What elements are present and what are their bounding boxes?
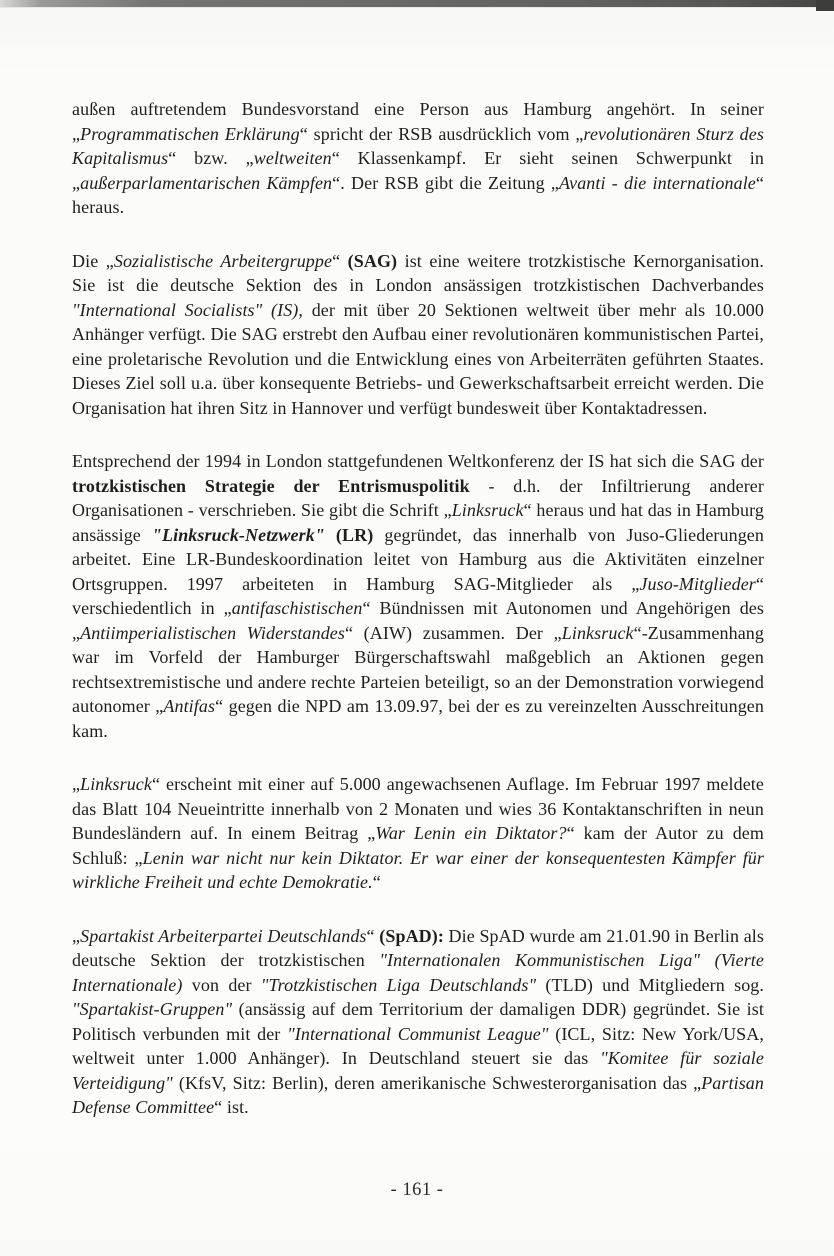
text-run: (ICL, Sitz: New York/USA, weltweit unter 1.000 Anhänger). In Deutschland steuert sie das (72, 1023, 764, 1068)
text-run: „ (72, 925, 81, 946)
text-run: “ (372, 872, 381, 892)
text-run: "Internationalen Kommunistischen Liga" (Vierte Internationale) (72, 950, 764, 995)
text-run: “ Bündnissen mit Autonomen und Angehörigen des „ (72, 598, 764, 643)
text-run: außen auftretendem Bundesvorstand eine Person aus Hamburg angehört. In seiner „ (72, 99, 764, 144)
text-run: von der (182, 974, 261, 995)
text-run: Spartakist Arbeiterpartei Deutschlands (80, 925, 367, 946)
text-run: Linksruck (561, 622, 634, 643)
text-run: “ (AIW) zusammen. Der „ (344, 622, 562, 643)
text-run: Partisan Defense Committee (72, 1072, 764, 1117)
paragraph-rsb (72, 97, 764, 220)
text-run: “ ist. (214, 1097, 249, 1117)
text-run: außerparlamentarischen Kämpfen (80, 172, 333, 193)
text-run: antifaschistischen (231, 598, 363, 618)
text-run (325, 525, 336, 545)
text-run: „ (72, 774, 81, 794)
text-run: “ kam der Autor zu dem Schluß: „ (72, 823, 764, 868)
text-run: “ erscheint mit einer auf 5.000 angewachsenen Auflage. Im Februar 1997 meldete das Blatt 104 Neueintritte innerhalb von 2 Monaten und wies 36 Kontaktanschriften in neun Bundesländern auf. In einem Beitrag „ (72, 774, 764, 843)
text-run: Programmatischen Erklärung (80, 123, 300, 144)
text-run: Juso-Mitglieder (639, 573, 756, 594)
text-run: Sozialistische Arbeitergruppe (113, 250, 333, 271)
paragraph-linksruck-netzwerk (72, 449, 764, 743)
text-run: Die „ (72, 250, 114, 271)
paragraph-sag (72, 249, 764, 421)
text-run: “. Der RSB gibt die Zeitung „ (332, 172, 559, 193)
text-run: “ heraus. (72, 172, 764, 217)
text-run: (SAG) (347, 250, 398, 271)
text-run: Antiimperialistischen Widerstandes (80, 622, 345, 643)
text-run: Linksruck (80, 774, 152, 794)
text-run: Avanti - die internationale (559, 172, 756, 193)
scan-corner-artifact (816, 0, 834, 11)
text-run: “ (332, 250, 348, 271)
text-run: (ansässig auf dem Territorium der damaligen DDR) gegründet. Sie ist Politisch verbunden mit der (72, 999, 764, 1044)
text-run: "Komitee für soziale Verteidigung" (72, 1048, 764, 1093)
text-run: "Spartakist-Gruppen" (72, 999, 233, 1019)
text-run: “ verschiedentlich in „ (72, 573, 764, 618)
text-run: revolutionären Sturz des Kapitalismus (72, 123, 764, 168)
document-text-block (72, 97, 764, 1149)
text-run: Lenin war nicht nur kein Diktator. Er war einer der konsequentesten Kämpfer für wirkliche Freiheit und echte Demokratie. (72, 847, 764, 892)
text-run: "International Communist League" (287, 1023, 549, 1044)
text-run: ist eine weitere trotzkistische Kernorganisation. Sie ist die deutsche Sektion des in London ansässigen trotzkistischen Dachverbandes (72, 250, 764, 295)
text-run: “ heraus und hat das in Hamburg ansässige (72, 500, 764, 545)
text-run: "Linksruck-Netzwerk" (151, 524, 325, 545)
text-run: weltweiten (253, 148, 332, 168)
text-run: gegründet, das innerhalb von Juso-Gliederungen arbeitet. Eine LR-Bundeskoordination leitet von Hamburg aus die Aktivitäten einzelner Ortsgruppen. 1997 arbeiteten in Hamburg SAG-Mitglieder als „ (72, 524, 765, 594)
page-number: - 161 - (390, 1180, 444, 1200)
text-run: Antifas (163, 696, 216, 716)
text-run: - d.h. der Infiltrierung anderer Organisationen - verschrieben. Sie gibt die Schrift „ (72, 475, 764, 520)
text-run: “ bzw. „ (168, 148, 254, 168)
paragraph-spad (72, 924, 764, 1120)
text-run: (TLD) und Mitgliedern sog. (536, 974, 764, 995)
scan-top-edge-artifact (0, 0, 834, 8)
text-run: der mit über 20 Sektionen weltweit über mehr als 10.000 Anhänger verfügt. Die SAG erstrebt den Aufbau einer revolutionären kommunistischen Partei, eine proletarische Revolution und die Entwicklung eines von Arbeiterräten geführten Staates. Dieses Ziel soll u.a. über konsequente Betriebs- und Gewerkschaftsarbeit erreicht werden. Die Organisation hat ihren Sitz in Hannover und verfügt bundesweit über Kontaktadressen. (72, 299, 764, 418)
paragraph-linksruck-auflage (72, 772, 764, 895)
text-run: Die SpAD wurde am 21.01.90 in Berlin als deutsche Sektion der trotzkistischen (72, 925, 765, 970)
text-run: “ gegen die NPD am 13.09.97, bei der es zu vereinzelten Ausschreitungen kam. (72, 696, 764, 741)
text-run: (KfsV, Sitz: Berlin), deren amerikanische Schwesterorganisation das „ (172, 1072, 702, 1093)
text-run: "International Socialists" (IS), (72, 299, 303, 320)
text-run: (LR) (335, 524, 374, 545)
text-run: “ (366, 925, 380, 946)
text-run: trotzkistischen Strategie der Entrismuspolitik (72, 475, 470, 496)
text-run: (SpAD): (379, 925, 444, 946)
text-run: “ Klassenkampf. Er sieht seinen Schwerpunkt in „ (72, 148, 765, 193)
text-run: "Trotzkistischen Liga Deutschlands" (260, 974, 537, 995)
text-run: Linksruck (451, 500, 524, 520)
text-run: “ spricht der RSB ausdrücklich vom „ (299, 123, 584, 144)
text-run: Entsprechend der 1994 in London stattgefundenen Weltkonferenz der IS hat sich die SAG der (72, 451, 764, 471)
text-run: War Lenin ein Diktator? (375, 823, 567, 843)
text-run: “-Zusammenhang war im Vorfeld der Hamburger Bürgerschaftswahl maßgeblich an Aktionen gegen rechtsextremistische und andere rechte Parteien beteiligt, so an der Demonstration vorwiegend autonomer „ (72, 622, 764, 716)
